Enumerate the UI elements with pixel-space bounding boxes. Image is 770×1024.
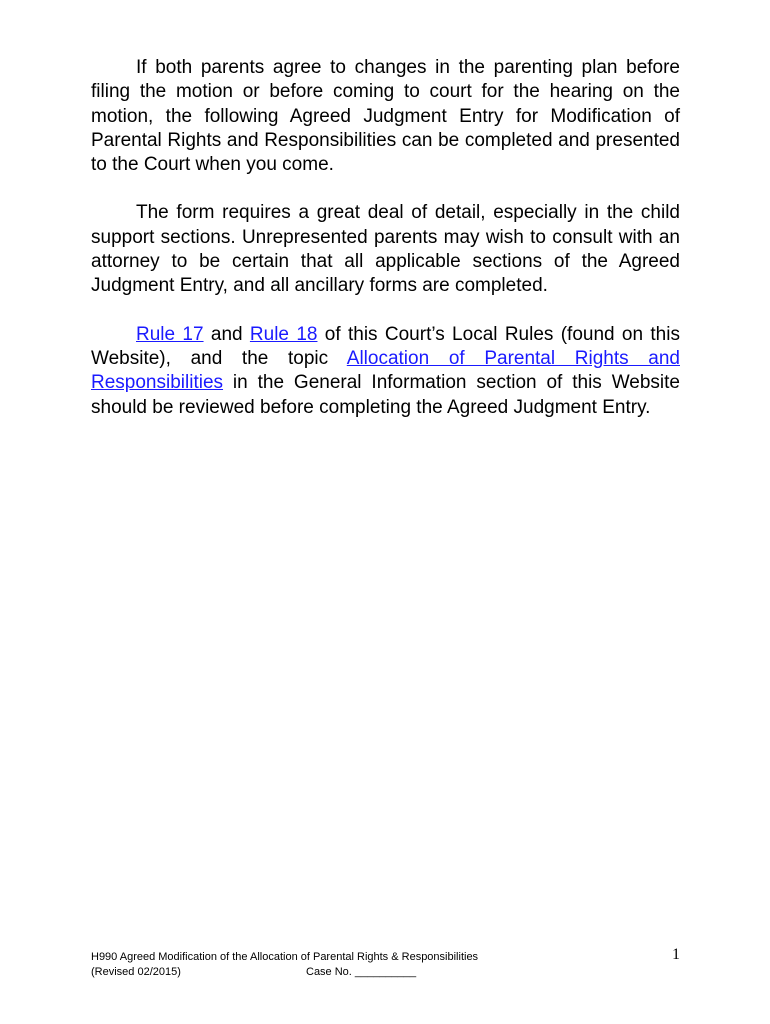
intro-paragraph: If both parents agree to changes in the parenting plan before filing the motion or before coming to court for the hearing on the motion, the following Agreed Judgment Entry for Modification of Parental Rights and Responsibilities can be completed and presented to the Court when you come. <box>91 57 680 176</box>
rule-17-link[interactable]: Rule 17 <box>136 323 204 345</box>
detail-paragraph: The form requires a great deal of detail, especially in the child support sections. Unrepresented parents may wish to consult with an attorney to be certain that all applicable sections of the Agreed Judgment Entry, and all ancillary forms are completed. <box>91 202 680 297</box>
allocation-parental-rights-link[interactable]: Allocation of Parental Rights and Responsibilities <box>91 347 680 394</box>
rules-text-end: in the General Information section of this Website should be reviewed before completing the Agreed Judgment Entry. <box>91 372 680 418</box>
footer-revised-date: (Revised 02/2015) <box>91 966 181 978</box>
footer-case-number: Case No. __________ <box>306 966 417 978</box>
document-body <box>91 56 680 444</box>
rules-text-local-rules: of this Court’s Local Rules (found on this Website), and the topic <box>91 323 680 369</box>
rule-18-link[interactable]: Rule 18 <box>249 323 318 345</box>
rules-paragraph <box>91 323 680 420</box>
page-footer <box>91 950 681 980</box>
footer-form-title: H990 Agreed Modification of the Allocation of Parental Rights & Responsibilities <box>91 951 479 963</box>
rules-text-and: and <box>203 323 250 345</box>
page-number: 1 <box>672 946 680 963</box>
